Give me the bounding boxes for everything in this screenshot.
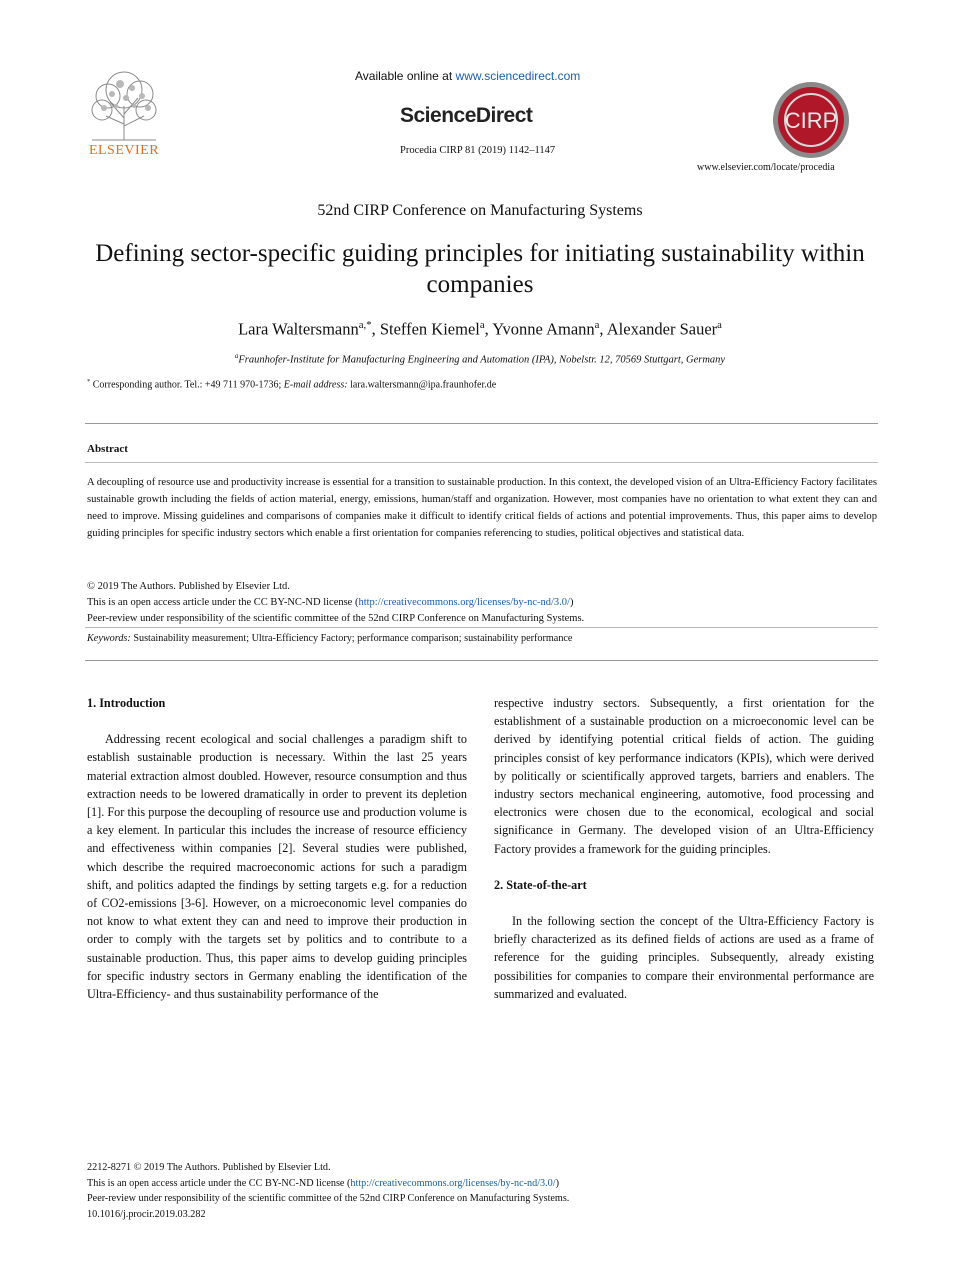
email-address[interactable]: lara.waltersmann@ipa.fraunhofer.de	[347, 379, 497, 391]
peer-review-line: Peer-review under responsibility of the scientific committee of the 52nd CIRP Conference on Manufacturing Systems.	[87, 613, 585, 624]
author-name: , Alexander Sauer	[599, 319, 718, 339]
divider	[85, 462, 878, 463]
footer-license-prefix: This is an open access article under the CC BY-NC-ND license (	[87, 1177, 351, 1189]
paper-title: Defining sector-specific guiding principles for initiating sustainability within companies	[95, 240, 865, 298]
author-name: , Steffen Kiemel	[371, 319, 480, 339]
affiliation-text: Fraunhofer-Institute for Manufacturing Engineering and Automation (IPA), Nobelstr. 12, 70569 Stuttgart, Germany	[238, 354, 726, 366]
license-line	[87, 595, 877, 611]
divider	[85, 660, 878, 661]
author-affiliation-mark: a,*	[358, 319, 372, 331]
corresponding-mark: *	[87, 378, 91, 385]
section-heading-introduction: 1. Introduction	[87, 696, 166, 710]
email-label: E-mail address:	[283, 379, 348, 391]
journal-reference: Procedia CIRP 81 (2019) 1142–1147	[400, 145, 556, 156]
corresponding-author	[87, 378, 496, 390]
sciencedirect-wordmark: ScienceDirect	[400, 104, 533, 127]
affiliation	[0, 353, 960, 366]
license-link[interactable]: http://creativecommons.org/licenses/by-nc-nd/3.0/	[358, 597, 570, 608]
elsevier-wordmark: ELSEVIER	[88, 143, 160, 158]
available-online	[355, 69, 580, 83]
left-column	[87, 694, 467, 1003]
copyright-line: © 2019 The Authors. Published by Elsevier Ltd.	[87, 581, 290, 592]
section-heading-state-of-the-art: 2. State-of-the-art	[494, 877, 587, 892]
issn-copyright: 2212-8271 © 2019 The Authors. Published by Elsevier Ltd.	[87, 1162, 331, 1173]
abstract-text: A decoupling of resource use and productivity increase is essential for a transition to sustainable production. In this context, the developed vision of an Ultra-Efficiency Factory facilitates sustainable growth including the fields of action material, energy, emissions, human/staff and organization. However, most companies have no orientation to what extent they can and need to improve. Missing guidelines and comparisons of companies make it difficult to identify critical fields of actions and potential improvements. Thus, this paper aims to develop guiding principles for specific industry sectors which enable a first orientation for companies referencing to studies, political objectives and statistical data.	[87, 477, 877, 539]
author-name: , Yvonne Amann	[484, 319, 595, 339]
license-prefix: This is an open access article under the CC BY-NC-ND license (	[87, 597, 359, 608]
footer	[87, 1160, 569, 1222]
paragraph: Addressing recent ecological and social challenges a paradigm shift to establish sustainable production is necessary. Within the last 25 years material extraction almost doubled. However, resource consumption and thus extraction needs to be lowered dramatically in order to prevent its depletion [1]. For this purpose the decoupling of resource use and production volume is a key element. In particular this includes the increase of resource efficiency and effectiveness within companies [2]. Several studies were published, which describe the required macroeconomic actions for such a paradigm shift, and politics adapted the findings by setting targets e.g. for a reduction of CO2-emissions [3-6]. However, on a microeconomic level companies do not know to what extent they can and need to improve their production in order to comply with the targets set by politics and to contribute to a sustainable production. Thus, this paper aims to develop guiding principles for specific industry sectors in Germany enabling the identification of the Ultra-Efficiency- and thus sustainability performance of the	[87, 732, 467, 1002]
license-suffix: )	[569, 597, 574, 608]
footer-license-line	[87, 1176, 569, 1192]
author-affiliation-mark: a	[594, 319, 600, 331]
footer-license-suffix: )	[555, 1177, 560, 1189]
footer-peer-review: Peer-review under responsibility of the scientific committee of the 52nd CIRP Conference on Manufacturing Systems.	[87, 1193, 570, 1204]
keywords-label: Keywords:	[87, 633, 131, 644]
author-name: Lara Waltersmann	[238, 319, 359, 339]
keywords	[87, 633, 572, 644]
right-column	[494, 694, 874, 1003]
copyright-block	[87, 579, 877, 627]
conference-name: 52nd CIRP Conference on Manufacturing Systems	[317, 202, 643, 219]
paragraph: In the following section the concept of the Ultra-Efficiency Factory is briefly characterized as its defined fields of actions are used as a frame of reference for the guiding principles. Subsequently, already existing possibilities for companies to compare their environmental performance are summarized and evaluated.	[494, 914, 874, 1001]
sciencedirect-link[interactable]: www.sciencedirect.com	[455, 69, 581, 83]
author-list	[0, 319, 960, 340]
affiliation-mark: a	[234, 353, 239, 360]
abstract-heading: Abstract	[87, 443, 128, 455]
corresponding-text: Corresponding author. Tel.: +49 711 970-1736;	[90, 379, 284, 391]
author-affiliation-mark: a	[717, 319, 722, 331]
divider	[85, 423, 878, 424]
paragraph: respective industry sectors. Subsequently, a first orientation for the establishment of a sustainable production on a microeconomic level can be derived by identifying potential critical fields of action. The guiding principles consist of key performance indicators (KPIs), which were derived by politically or scientifically approved targets, barriers and enablers. The industry sectors mechanical engineering, automotive, food processing and electronics were chosen due to the economical, ecological and social significance in Germany. The developed vision of an Ultra-Efficiency Factory provides a framework for the guiding principles.	[494, 696, 874, 856]
footer-license-link[interactable]: http://creativecommons.org/licenses/by-nc-nd/3.0/	[350, 1177, 556, 1189]
cirp-logo-text: CIRP	[784, 108, 838, 133]
available-online-label: Available online at	[355, 69, 453, 83]
keywords-text: Sustainability measurement; Ultra-Efficiency Factory; performance comparison; sustainability performance	[130, 633, 573, 644]
divider	[85, 627, 878, 628]
journal-homepage[interactable]: www.elsevier.com/locate/procedia	[697, 162, 835, 173]
author-affiliation-mark: a	[479, 319, 485, 331]
cirp-logo	[771, 80, 851, 160]
doi[interactable]: 10.1016/j.procir.2019.03.282	[87, 1208, 206, 1220]
